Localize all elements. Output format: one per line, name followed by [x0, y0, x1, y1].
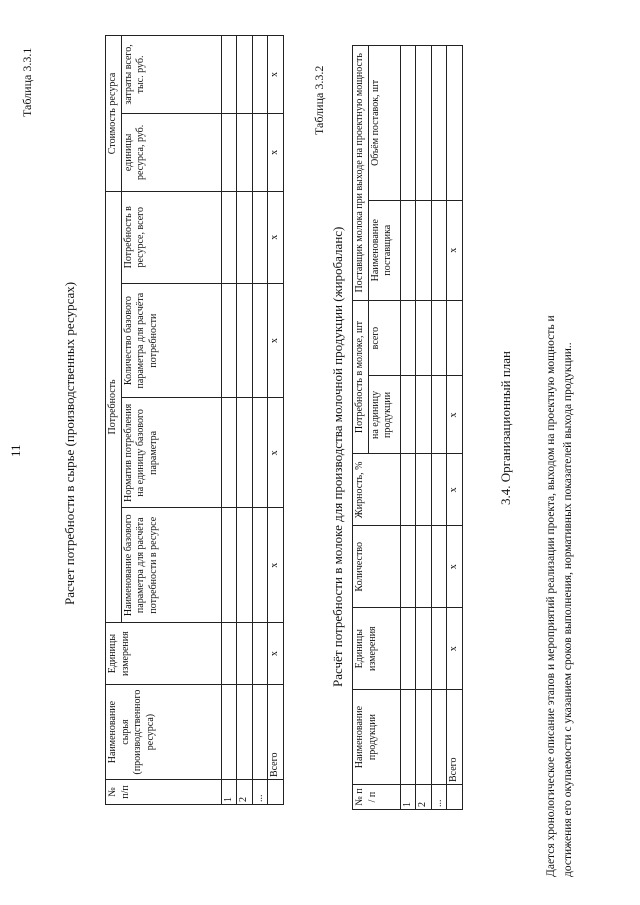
- table1-row-num: 2: [237, 780, 253, 805]
- table1-header-unit: Единицы измерения: [106, 623, 222, 685]
- table2-header-per-unit: на единицу продукции: [368, 376, 400, 454]
- table1-caption: Расчет потребности в сырье (производственных ресурсах): [62, 281, 77, 605]
- table1-total-row: [268, 36, 284, 805]
- page-number: 11: [8, 444, 23, 457]
- table2-header-milk: Потребность в молоке, шт: [353, 300, 369, 454]
- table2-header-name: Наименование продукции: [353, 690, 401, 785]
- table2-total-mark: х: [447, 376, 463, 454]
- table-row: [252, 36, 268, 805]
- paragraph-line: Дается хронологическое описание этапов и мероприятий реализации проекта, выходом на проектную мощность и: [545, 315, 557, 877]
- table1-header-need: Потребность: [106, 191, 122, 622]
- table1-total-mark: х: [268, 113, 284, 191]
- table2-caption: Расчёт потребности в молоке для производства молочной продукции (жиробаланс): [330, 226, 345, 687]
- table1-header-norm: Норматив потребления на единицу базового параметра: [121, 398, 221, 508]
- table1-label: Таблица 3.3.1: [20, 47, 34, 117]
- table2-header-qty: Количество: [353, 526, 401, 608]
- table1: [105, 35, 284, 805]
- table1-header-base-qty: Количество базового параметра для расчёта потребности: [121, 283, 221, 398]
- table1-header-name: Наименование сырья (производственного ресурса): [106, 685, 222, 780]
- table2-total-mark: х: [447, 608, 463, 690]
- table-row: [431, 46, 447, 810]
- table1-header-total-need: Потребность в ресурсе, всего: [121, 191, 221, 283]
- table1-total-mark: х: [268, 283, 284, 398]
- table2: [352, 45, 463, 810]
- table1-row-num: ...: [252, 780, 268, 805]
- table2-total-mark: х: [447, 200, 463, 300]
- table1-header-base-name: Наименование базового параметра для расчёта потребности в ресурсе: [121, 508, 221, 623]
- table2-row-num: ...: [431, 785, 447, 810]
- table1-header-num: № п/п: [106, 780, 222, 805]
- table2-total-label: Всего: [447, 690, 463, 785]
- table1-header-cost: Стоимость ресурса: [106, 36, 122, 192]
- table2-total-mark: х: [447, 454, 463, 526]
- table1-total-mark: х: [268, 508, 284, 623]
- table1-header-total-cost: затраты всего, тыс. руб.: [121, 36, 221, 114]
- table2-label: Таблица 3.3.2: [312, 65, 326, 135]
- section-heading: 3.4. Организационный план: [498, 350, 513, 505]
- table1-header-unit-cost: единицы ресурса, руб.: [121, 113, 221, 191]
- section-paragraph: [543, 17, 576, 877]
- table-row: [400, 46, 416, 810]
- table2-total-row: [447, 46, 463, 810]
- table-row: [237, 36, 253, 805]
- table1-total-mark: х: [268, 36, 284, 114]
- table1-header-row-1: [106, 36, 122, 805]
- table2-row-num: 1: [400, 785, 416, 810]
- table2-header-num: № п / п: [353, 785, 401, 810]
- table2-header-fat: Жирность, %: [353, 454, 401, 526]
- table2-header-total: всего: [368, 300, 400, 376]
- table2-header-row-1: [353, 46, 369, 810]
- table2-header-unit: Единицы измерения: [353, 608, 401, 690]
- table-row: [221, 36, 237, 805]
- table2-header-supply-volume: Объём поставок, шт: [368, 46, 400, 201]
- table2-total-mark: х: [447, 526, 463, 608]
- table1-total-label: Всего: [268, 685, 284, 780]
- table1-row-num: 1: [221, 780, 237, 805]
- table2-header-supplier: Поставщик молока при выходе на проектную мощность: [353, 46, 369, 301]
- table1-total-mark: х: [268, 398, 284, 508]
- table1-total-mark: х: [268, 623, 284, 685]
- table-row: [416, 46, 432, 810]
- table2-row-num: 2: [416, 785, 432, 810]
- paragraph-line: достижения его окупаемости с указанием сроков выполнения, нормативных показателей выхода продукции..: [561, 342, 574, 877]
- table1-total-mark: х: [268, 191, 284, 283]
- table2-header-supplier-name: Наименование поставщика: [368, 200, 400, 300]
